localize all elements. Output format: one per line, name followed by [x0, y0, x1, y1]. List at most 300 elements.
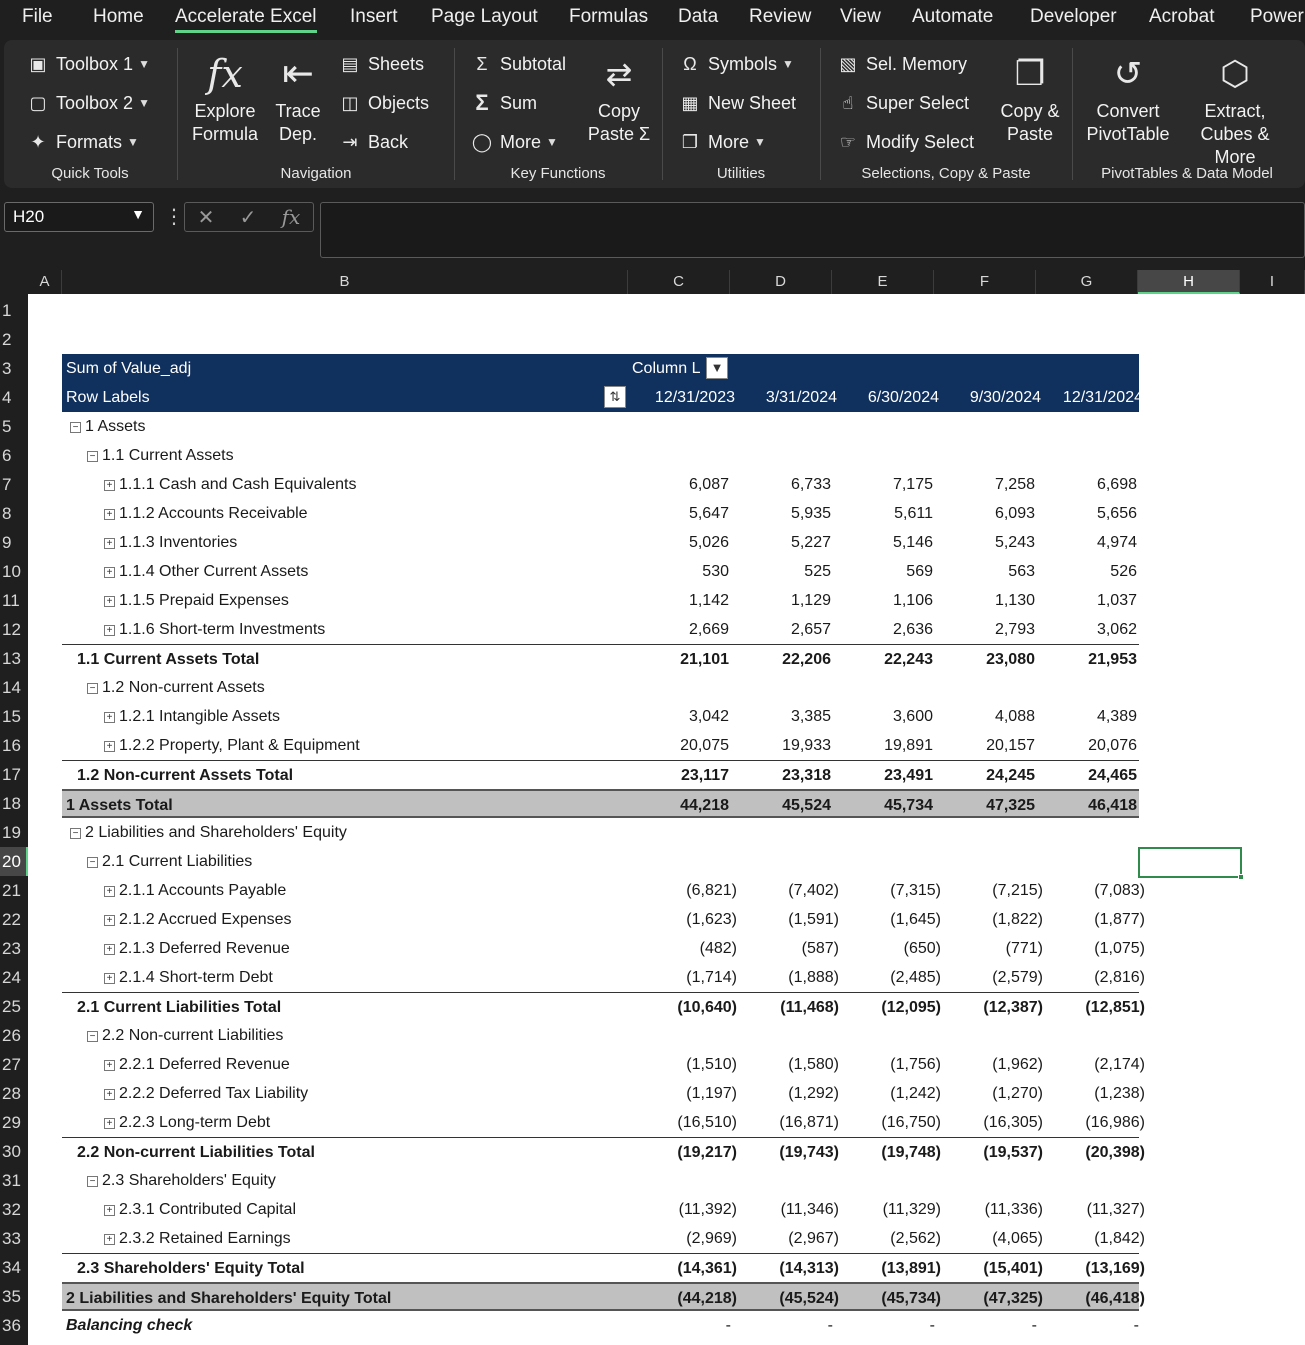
pivot-value-cell[interactable]: 5,243: [994, 534, 1035, 551]
pointer-icon: ☝: [842, 93, 854, 113]
pivot-row: [62, 1195, 1145, 1224]
row-header-10[interactable]: 10: [2, 562, 21, 581]
collapse-icon[interactable]: −: [87, 683, 98, 694]
expand-icon[interactable]: +: [104, 712, 115, 723]
pivot-value-cell[interactable]: (2,969): [686, 1230, 737, 1247]
convert-pivottable-button[interactable]: ↺ Convert PivotTable: [1080, 48, 1176, 146]
pivot-row-label: [104, 563, 308, 581]
pivot-value-cell[interactable]: (1,580): [788, 1056, 839, 1073]
pivot-row: [62, 644, 1139, 673]
column-header-b[interactable]: B: [62, 270, 628, 294]
pivot-value-cell[interactable]: 1,130: [994, 592, 1035, 609]
pivot-value-cell[interactable]: 3,385: [790, 708, 831, 725]
pivot-value-cell[interactable]: (2,485): [890, 969, 941, 986]
pivot-value-cell[interactable]: 4,389: [1096, 708, 1137, 725]
toolbox1-button[interactable]: ▣ Toolbox 1 ▼: [26, 53, 150, 75]
fx-icon: fx: [207, 51, 243, 96]
pivot-value-cell[interactable]: 23,080: [986, 651, 1035, 668]
new-sheet-icon: ▦: [681, 93, 699, 113]
row-header-11[interactable]: 11: [2, 591, 20, 610]
menu-tab-formulas[interactable]: Formulas: [569, 6, 649, 27]
pivot-value-cell[interactable]: (1,822): [992, 911, 1043, 928]
pivot-row: [62, 499, 1139, 528]
collapse-icon[interactable]: −: [87, 1176, 98, 1187]
menu-tab-data[interactable]: Data: [678, 6, 719, 27]
pivot-value-cell[interactable]: (19,743): [779, 1144, 839, 1161]
menu-tab-page-layout[interactable]: Page Layout: [431, 6, 538, 27]
pivot-value-cell[interactable]: (45,734): [881, 1290, 941, 1307]
pivot-row-label-text: 1.1.2 Accounts Receivable: [119, 505, 308, 522]
pivot-value-cell[interactable]: (1,242): [890, 1085, 941, 1102]
row-header-21[interactable]: 21: [2, 881, 21, 900]
pivot-value-cell[interactable]: (1,714): [686, 969, 737, 986]
pivot-value-cell[interactable]: (2,579): [992, 969, 1043, 986]
pivot-row: [62, 1079, 1145, 1108]
pivot-value-cell[interactable]: 3,042: [688, 708, 729, 725]
row-header-34[interactable]: 34: [2, 1258, 21, 1277]
chevron-down-icon: ▼: [782, 57, 794, 71]
pivot-value-cell[interactable]: (1,877): [1094, 911, 1145, 928]
pivot-value-cell[interactable]: 6,093: [994, 505, 1035, 522]
pivot-value-cell[interactable]: (2,174): [1094, 1056, 1145, 1073]
row-header-32[interactable]: 32: [2, 1200, 21, 1219]
expand-icon[interactable]: +: [104, 1060, 115, 1071]
pivot-value-cell[interactable]: 45,524: [782, 797, 831, 814]
row-header-17[interactable]: 17: [2, 765, 21, 784]
pivot-value-cell[interactable]: 6,733: [790, 476, 831, 493]
pivot-value-cell[interactable]: 20,076: [1088, 737, 1137, 754]
collapse-icon[interactable]: −: [87, 451, 98, 462]
row-header-5[interactable]: 5: [2, 417, 12, 436]
pivot-value-cell[interactable]: 47,325: [986, 797, 1035, 814]
pivot-value-cell[interactable]: (47,325): [983, 1290, 1043, 1307]
pivot-value-cell[interactable]: 5,227: [790, 534, 831, 551]
menu-bar: [0, 0, 1305, 38]
pivot-value-cell[interactable]: (771): [1005, 940, 1043, 957]
pivot-date-header: 12/31/2024: [1062, 389, 1143, 406]
pivot-row-label: [70, 418, 145, 436]
circle-icon: ◯: [471, 132, 493, 152]
name-box[interactable]: H20 ▼: [4, 202, 154, 232]
pivot-value-cell[interactable]: (650): [903, 940, 941, 957]
pivot-value-cell[interactable]: (6,821): [686, 882, 737, 899]
expand-icon[interactable]: +: [104, 625, 115, 636]
pivot-value-cell[interactable]: -: [725, 1317, 731, 1334]
pivot-value-cell[interactable]: (16,305): [983, 1114, 1043, 1131]
pivot-value-cell[interactable]: (1,842): [1094, 1230, 1145, 1247]
menu-tab-review[interactable]: Review: [749, 6, 812, 27]
pivot-value-cell[interactable]: -: [1031, 1317, 1037, 1334]
pivot-value-cell[interactable]: 22,206: [782, 651, 831, 668]
copy-paste-button[interactable]: ❐ Copy & Paste: [994, 48, 1066, 146]
row-headers: [0, 294, 28, 1345]
group-label-utilities: Utilities: [716, 165, 766, 182]
pivot-row-label: [104, 476, 356, 494]
pivot-value-cell[interactable]: 45,734: [884, 797, 933, 814]
row-header-9[interactable]: 9: [2, 533, 12, 552]
pivot-row-label-text: Balancing check: [66, 1317, 193, 1334]
pivot-value-cell[interactable]: 1,129: [790, 592, 831, 609]
pivot-value-cell[interactable]: 569: [906, 563, 933, 580]
pivot-row-label: [77, 651, 259, 669]
insert-function-icon[interactable]: fx: [281, 205, 301, 229]
confirm-icon[interactable]: ✓: [239, 206, 257, 229]
pivot-value-cell[interactable]: (16,750): [881, 1114, 941, 1131]
pivot-row-label: [104, 1201, 296, 1219]
pivot-value-cell[interactable]: 5,647: [688, 505, 729, 522]
pivot-value-cell[interactable]: (11,468): [780, 999, 839, 1016]
pivot-header-row: [62, 383, 1143, 412]
pivot-value-cell[interactable]: 2,657: [790, 621, 831, 638]
row-header-26[interactable]: 26: [2, 1026, 21, 1045]
pivot-value-cell[interactable]: (10,640): [677, 999, 737, 1016]
menu-tab-file[interactable]: File: [22, 6, 53, 27]
extract-cubes-button[interactable]: ⬡ Extract, Cubes & More: [1178, 48, 1292, 169]
expand-icon[interactable]: +: [104, 538, 115, 549]
pivot-value-cell[interactable]: 4,974: [1096, 534, 1137, 551]
expand-icon[interactable]: +: [104, 1118, 115, 1129]
copy-paste-sum-button[interactable]: ⇄ Copy Paste Σ: [584, 48, 654, 146]
menu-tab-automate[interactable]: Automate: [912, 6, 994, 27]
pivot-value-cell[interactable]: 5,026: [688, 534, 729, 551]
row-header-16[interactable]: 16: [2, 736, 21, 755]
pivot-value-cell[interactable]: 5,656: [1096, 505, 1137, 522]
pivot-row: [62, 528, 1139, 557]
pivot-value-cell[interactable]: (19,537): [983, 1144, 1043, 1161]
pivot-value-cell[interactable]: (12,387): [983, 999, 1043, 1016]
menu-tab-view[interactable]: View: [840, 6, 881, 27]
sheets-button[interactable]: ▤ Sheets: [338, 53, 424, 75]
new-sheet-button[interactable]: ▦ New Sheet: [678, 92, 796, 114]
pivot-row-label: [104, 505, 308, 523]
pivot-row-label-text: 1 Assets Total: [66, 797, 173, 814]
column-header-d[interactable]: D: [730, 270, 832, 294]
pivot-value-cell[interactable]: (20,398): [1085, 1144, 1145, 1161]
row-header-13[interactable]: 13: [2, 649, 21, 668]
pivot-value-cell[interactable]: (11,327): [1086, 1201, 1145, 1218]
pivot-value-cell[interactable]: (482): [699, 940, 737, 957]
pivot-value-cell[interactable]: (1,756): [890, 1056, 941, 1073]
pivot-value-cell[interactable]: (11,336): [984, 1201, 1043, 1218]
row-header-24[interactable]: 24: [2, 968, 21, 987]
toolbox2-button[interactable]: ▢ Toolbox 2 ▼: [26, 92, 150, 114]
pivot-value-cell[interactable]: (16,510): [677, 1114, 737, 1131]
more-utilities-button[interactable]: ❐ More ▼: [678, 131, 766, 153]
column-header-e[interactable]: E: [832, 270, 934, 294]
swap-arrows-icon: ⇄: [605, 55, 633, 92]
row-header-12[interactable]: 12: [2, 620, 21, 639]
pivot-row-label-text: 2.1.1 Accounts Payable: [119, 882, 287, 899]
pivot-value-cell[interactable]: (1,888): [788, 969, 839, 986]
row-header-14[interactable]: 14: [2, 678, 21, 697]
pivot-value-cell[interactable]: (1,270): [992, 1085, 1043, 1102]
modify-select-button[interactable]: ☞ Modify Select: [836, 131, 974, 153]
pivot-value-cell[interactable]: 7,175: [892, 476, 933, 493]
pivot-row-label-text: 2.2 Non-current Liabilities Total: [77, 1144, 315, 1161]
pivot-value-cell[interactable]: 526: [1110, 563, 1137, 580]
menu-tab-acrobat[interactable]: Acrobat: [1149, 6, 1215, 27]
pivot-value-cell[interactable]: 21,101: [680, 651, 729, 668]
pivot-value-cell[interactable]: 46,418: [1088, 797, 1137, 814]
row-header-28[interactable]: 28: [2, 1084, 21, 1103]
group-label-key-functions: Key Functions: [510, 165, 606, 182]
column-header-c[interactable]: C: [628, 270, 730, 294]
pivot-value-cell[interactable]: (2,816): [1094, 969, 1145, 986]
column-header-h[interactable]: H: [1138, 270, 1240, 294]
pivot-value-cell[interactable]: (1,591): [788, 911, 839, 928]
collapse-icon[interactable]: −: [70, 422, 81, 433]
pivot-row: [62, 1166, 1139, 1195]
pivot-value-cell[interactable]: (1,292): [788, 1085, 839, 1102]
column-header-f[interactable]: F: [934, 270, 1036, 294]
row-header-20[interactable]: 20: [0, 847, 28, 876]
pivot-value-cell[interactable]: (1,510): [686, 1056, 737, 1073]
row-header-23[interactable]: 23: [2, 939, 21, 958]
pivot-value-cell[interactable]: 1,037: [1096, 592, 1137, 609]
pivot-value-cell[interactable]: 2,793: [994, 621, 1035, 638]
row-header-4[interactable]: 4: [2, 388, 12, 407]
pivot-value-cell[interactable]: 1,106: [892, 592, 933, 609]
pivot-value-cell[interactable]: 5,611: [894, 505, 933, 522]
pivot-value-cell[interactable]: 5,146: [892, 534, 933, 551]
pivot-row: [62, 963, 1145, 992]
pivot-value-cell[interactable]: 530: [702, 563, 729, 580]
sigma-icon: Σ: [475, 90, 489, 115]
expand-icon[interactable]: +: [104, 596, 115, 607]
pivot-value-cell[interactable]: (4,065): [992, 1230, 1043, 1247]
column-header-a[interactable]: A: [28, 270, 62, 294]
pivot-header-row: [62, 354, 1139, 383]
explore-formula-button[interactable]: fx Explore Formula: [190, 48, 260, 146]
pivot-value-cell[interactable]: (46,418): [1085, 1290, 1145, 1307]
expand-icon[interactable]: +: [104, 973, 115, 984]
objects-button[interactable]: ◫ Objects: [338, 92, 429, 114]
pivot-value-cell[interactable]: (1,645): [890, 911, 941, 928]
pivot-row: [62, 1137, 1145, 1166]
pivot-value-cell[interactable]: (13,169): [1085, 1260, 1145, 1277]
group-label-navigation: Navigation: [280, 165, 352, 182]
selected-cell[interactable]: [1138, 847, 1242, 878]
pivot-row: [62, 586, 1139, 615]
collapse-icon[interactable]: −: [87, 857, 98, 868]
pivot-value-cell[interactable]: 3,062: [1096, 621, 1137, 638]
pivot-row-label-text: 1.1.5 Prepaid Expenses: [119, 592, 289, 609]
pivot-date-header: 3/31/2024: [765, 389, 837, 406]
pivot-value-cell[interactable]: (45,524): [779, 1290, 839, 1307]
expand-icon[interactable]: +: [104, 915, 115, 926]
formats-button[interactable]: ✦ Formats ▼: [26, 131, 139, 153]
pivot-row-label-text: 1 Assets: [85, 418, 146, 435]
pivot-value-cell[interactable]: (2,967): [788, 1230, 839, 1247]
pivot-row-label-text: 1.1.3 Inventories: [119, 534, 238, 551]
pivot-value-cell[interactable]: 6,087: [688, 476, 729, 493]
row-header-2[interactable]: 2: [2, 330, 12, 349]
pivot-value-cell[interactable]: -: [1133, 1317, 1139, 1334]
pivot-value-cell[interactable]: 525: [804, 563, 831, 580]
worksheet[interactable]: [28, 294, 1305, 1345]
row-header-1[interactable]: 1: [2, 301, 12, 320]
pivot-value-cell[interactable]: (7,315): [890, 882, 941, 899]
pivot-value-cell[interactable]: -: [929, 1317, 935, 1334]
pivot-row-label-text: 1.2 Non-current Assets Total: [77, 767, 294, 784]
pivot-date-header: 9/30/2024: [969, 389, 1041, 406]
fill-handle[interactable]: [1238, 874, 1244, 880]
pivot-row-label-text: 2 Liabilities and Shareholders' Equity: [85, 824, 347, 841]
pivot-value-cell[interactable]: (11,329): [882, 1201, 941, 1218]
row-header-27[interactable]: 27: [2, 1055, 21, 1074]
expand-icon[interactable]: +: [104, 944, 115, 955]
menu-tab-developer[interactable]: Developer: [1030, 6, 1117, 27]
pivot-row-label-text: 1.1.6 Short-term Investments: [119, 621, 326, 638]
subtotal-button[interactable]: Σ Subtotal: [470, 53, 566, 75]
row-header-30[interactable]: 30: [2, 1142, 21, 1161]
sum-button[interactable]: Σ Sum: [470, 92, 537, 114]
pivot-value-cell[interactable]: (7,215): [992, 882, 1043, 899]
pivot-row: [62, 760, 1139, 789]
pivot-value-cell[interactable]: 7,258: [994, 476, 1035, 493]
pivot-value-cell[interactable]: (587): [801, 940, 839, 957]
cancel-icon[interactable]: ✕: [197, 206, 215, 229]
pivot-value-cell[interactable]: (16,986): [1085, 1114, 1145, 1131]
pivot-value-cell[interactable]: (1,623): [686, 911, 737, 928]
pivot-value-cell[interactable]: (1,075): [1094, 940, 1145, 957]
expand-icon[interactable]: +: [104, 509, 115, 520]
pivot-value-cell[interactable]: 6,698: [1096, 476, 1137, 493]
more-options-icon[interactable]: ⋮: [164, 206, 184, 228]
pivot-value-cell[interactable]: 44,218: [680, 797, 729, 814]
pivot-value-cell[interactable]: 22,243: [884, 651, 933, 668]
pivot-row-label: [104, 592, 289, 610]
menu-tab-accelerate-excel[interactable]: Accelerate Excel: [175, 6, 317, 33]
pivot-row-label-text: 2.1.3 Deferred Revenue: [119, 940, 290, 957]
pivot-value-cell[interactable]: 19,891: [884, 737, 933, 754]
more-functions-button[interactable]: ◯ More ▼: [471, 131, 558, 152]
pivot-row-label-text: 2.2.3 Long-term Debt: [119, 1114, 271, 1131]
ribbon-group-key-functions: [456, 40, 660, 188]
row-header-19[interactable]: 19: [2, 823, 21, 842]
pivot-value-cell[interactable]: 563: [1008, 563, 1035, 580]
pivot-value-cell[interactable]: (16,871): [779, 1114, 839, 1131]
pivot-value-cell[interactable]: (15,401): [983, 1260, 1043, 1277]
pivot-row-label: [104, 534, 237, 552]
row-header-6[interactable]: 6: [2, 446, 12, 465]
pivot-value-cell[interactable]: 23,318: [782, 767, 831, 784]
pivot-value-cell[interactable]: 19,933: [782, 737, 831, 754]
pivot-value-cell[interactable]: 20,157: [986, 737, 1035, 754]
pivot-value-cell[interactable]: (19,748): [881, 1144, 941, 1161]
pivot-value-cell[interactable]: 2,669: [688, 621, 729, 638]
expand-icon[interactable]: +: [104, 886, 115, 897]
expand-icon[interactable]: +: [104, 1234, 115, 1245]
expand-icon[interactable]: +: [104, 741, 115, 752]
pivot-row-label: [87, 1027, 283, 1045]
pivot-value-cell[interactable]: -: [827, 1317, 833, 1334]
pivot-value-cell[interactable]: 2,636: [892, 621, 933, 638]
formula-input[interactable]: [320, 202, 1305, 258]
pivot-row-label: [104, 1085, 308, 1103]
pivot-value-cell[interactable]: (1,197): [686, 1085, 737, 1102]
row-sort-filter-button[interactable]: ⇅: [604, 386, 626, 408]
pivot-value-cell[interactable]: (12,095): [881, 999, 941, 1016]
group-separator: [454, 48, 455, 180]
chevron-down-icon: ▼: [131, 206, 145, 222]
pivot-value-cell[interactable]: (2,562): [890, 1230, 941, 1247]
collapse-icon[interactable]: −: [87, 1031, 98, 1042]
pivot-value-cell[interactable]: 3,600: [892, 708, 933, 725]
symbols-button[interactable]: Ω Symbols ▼: [678, 53, 794, 75]
row-header-33[interactable]: 33: [2, 1229, 21, 1248]
ribbon-group-utilities: [664, 40, 818, 188]
trace-dependents-button[interactable]: ⇤ Trace Dep.: [266, 48, 330, 146]
row-header-7[interactable]: 7: [2, 475, 12, 494]
back-button[interactable]: ⇥ Back: [338, 131, 408, 153]
row-header-25[interactable]: 25: [2, 997, 21, 1016]
pivot-value-cell[interactable]: 21,953: [1088, 651, 1137, 668]
row-header-3[interactable]: 3: [2, 359, 12, 378]
collapse-icon[interactable]: −: [70, 828, 81, 839]
row-header-31[interactable]: 31: [2, 1171, 21, 1190]
pivot-value-cell[interactable]: (12,851): [1085, 999, 1145, 1016]
pivot-value-cell[interactable]: (11,346): [780, 1201, 839, 1218]
pivot-row-label: [77, 1144, 315, 1162]
column-header-g[interactable]: G: [1036, 270, 1138, 294]
expand-icon[interactable]: +: [104, 480, 115, 491]
pivot-value-cell[interactable]: 1,142: [688, 592, 729, 609]
pivot-value-cell[interactable]: (7,402): [788, 882, 839, 899]
menu-tab-insert[interactable]: Insert: [350, 6, 398, 27]
pivot-value-cell[interactable]: 23,117: [680, 767, 729, 784]
pivot-value-cell[interactable]: (1,962): [992, 1056, 1043, 1073]
pivot-value-cell[interactable]: (1,238): [1094, 1085, 1145, 1102]
pivot-row-label: [104, 737, 360, 755]
row-header-18[interactable]: 18: [2, 794, 21, 813]
pivot-value-cell[interactable]: (19,217): [677, 1144, 737, 1161]
pivot-row: [62, 441, 1139, 470]
menu-tab-power[interactable]: Power: [1250, 6, 1304, 27]
pivot-value-cell[interactable]: (14,361): [677, 1260, 737, 1277]
menu-tab-home[interactable]: Home: [93, 6, 144, 27]
pivot-value-cell[interactable]: (14,313): [779, 1260, 839, 1277]
pivot-row-label-text: 2.3 Shareholders' Equity: [102, 1172, 276, 1189]
pivot-value-cell[interactable]: 20,075: [680, 737, 729, 754]
pivot-value-cell[interactable]: 24,465: [1088, 767, 1137, 784]
row-header-22[interactable]: 22: [2, 910, 21, 929]
pivot-value-cell[interactable]: 23,491: [884, 767, 933, 784]
pivot-value-cell[interactable]: 5,935: [790, 505, 831, 522]
pivot-value-cell[interactable]: (11,392): [678, 1201, 737, 1218]
chevron-down-icon: ▼: [138, 96, 150, 110]
pivot-value-cell[interactable]: 4,088: [994, 708, 1035, 725]
row-header-35[interactable]: 35: [2, 1287, 21, 1306]
row-header-36[interactable]: 36: [2, 1316, 21, 1335]
pivot-value-cell[interactable]: (44,218): [677, 1290, 737, 1307]
super-select-button[interactable]: ☝ Super Select: [836, 92, 969, 114]
row-header-8[interactable]: 8: [2, 504, 12, 523]
row-header-29[interactable]: 29: [2, 1113, 21, 1132]
pivot-value-cell[interactable]: 24,245: [986, 767, 1035, 784]
expand-icon[interactable]: +: [104, 567, 115, 578]
expand-icon[interactable]: +: [104, 1205, 115, 1216]
row-header-15[interactable]: 15: [2, 707, 21, 726]
sel-memory-button[interactable]: ▧ Sel. Memory: [836, 53, 967, 75]
column-filter-button[interactable]: ▼: [706, 357, 728, 379]
pivot-value-cell[interactable]: (13,891): [881, 1260, 941, 1277]
expand-icon[interactable]: +: [104, 1089, 115, 1100]
pivot-value-cell[interactable]: (7,083): [1094, 882, 1145, 899]
column-header-i[interactable]: I: [1240, 270, 1305, 294]
group-separator: [1072, 48, 1073, 180]
pivot-row-label-text: 2.3 Shareholders' Equity Total: [77, 1260, 305, 1277]
